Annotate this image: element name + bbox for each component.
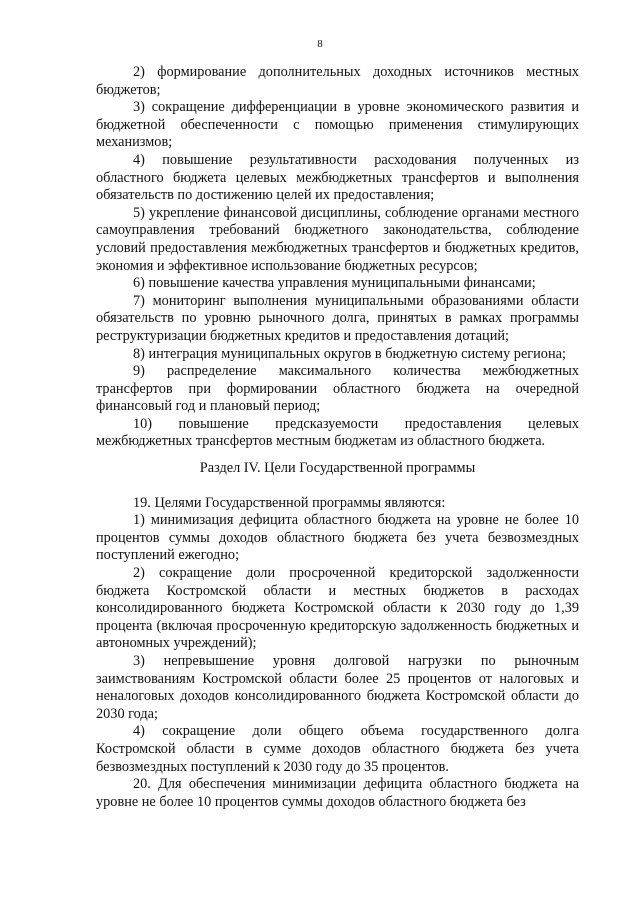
paragraph-item-4: 4) повышение результативности расходования полученных из областного бюджета целевых межбюджетных трансфертов и выполнения обязательств по достижению целей их предоставления; bbox=[96, 151, 579, 204]
paragraph-clause-19: 19. Целями Государственной программы являются: bbox=[133, 494, 446, 511]
paragraph-item-3: 3) сокращение дифференциации в уровне экономического развития и бюджетной обеспеченности с помощью применения стимулирующих механизмов; bbox=[96, 99, 579, 151]
page-number: 8 bbox=[317, 38, 323, 50]
paragraph-item-9: 9) распределение максимального количества межбюджетных трансфертов при формировании областного бюджета на очередной финансовый год и плановый период; bbox=[96, 363, 579, 415]
paragraph-item-2: 2) формирование дополнительных доходных источников местных бюджетов; bbox=[96, 64, 579, 98]
document-body bbox=[96, 64, 579, 811]
section-heading: Раздел IV. Цели Государственной программы bbox=[199, 460, 476, 477]
paragraph-clause-20: 20. Для обеспечения минимизации дефицита областного бюджета на уровне не более 10 процентов суммы доходов областного бюджета без bbox=[96, 776, 579, 810]
paragraph-goal-4: 4) сокращение доли общего объема государственного долга Костромской области в сумме доходов областного бюджета без учета безвозмездных поступлений к 2030 году до 35 процентов. bbox=[96, 723, 579, 775]
paragraph-goal-3: 3) непревышение уровня долговой нагрузки по рыночным заимствованиям Костромской области более 25 процентов от налоговых и неналоговых доходов консолидированного бюджета Костромской области до 2030 года; bbox=[96, 653, 579, 722]
paragraph-goal-2: 2) сокращение доли просроченной кредиторской задолженности бюджета Костромской области и местных бюджетов в расходах консолидированного бюджета Костромской области к 2030 году до 1,39 процента (включая просроченную кредиторскую задолженность бюджетных и автономных учреждений); bbox=[96, 565, 579, 652]
paragraph-item-6: 6) повышение качества управления муниципальными финансами; bbox=[133, 275, 536, 292]
paragraph-item-10: 10) повышение предсказуемости предоставления целевых межбюджетных трансфертов местным бюджетам из областного бюджета. bbox=[96, 415, 579, 450]
paragraph-item-7: 7) мониторинг выполнения муниципальными образованиями области обязательств по уровню рыночного долга, принятых в рамках программы реструктуризации бюджетных кредитов и предоставления дотаций; bbox=[96, 292, 579, 344]
paragraph-goal-1: 1) минимизация дефицита областного бюджета на уровне не более 10 процентов суммы доходов областного бюджета без учета безвозмездных поступлений ежегодно; bbox=[96, 512, 579, 564]
paragraph-item-5: 5) укрепление финансовой дисциплины, соблюдение органами местного самоуправления требований бюджетного законодательства, соблюдение условий предоставления межбюджетных трансфертов и бюджетных кредитов, экономия и эффективное использование бюджетных ресурсов; bbox=[96, 204, 579, 274]
paragraph-item-8: 8) интеграция муниципальных округов в бюджетную систему региона; bbox=[133, 345, 566, 362]
